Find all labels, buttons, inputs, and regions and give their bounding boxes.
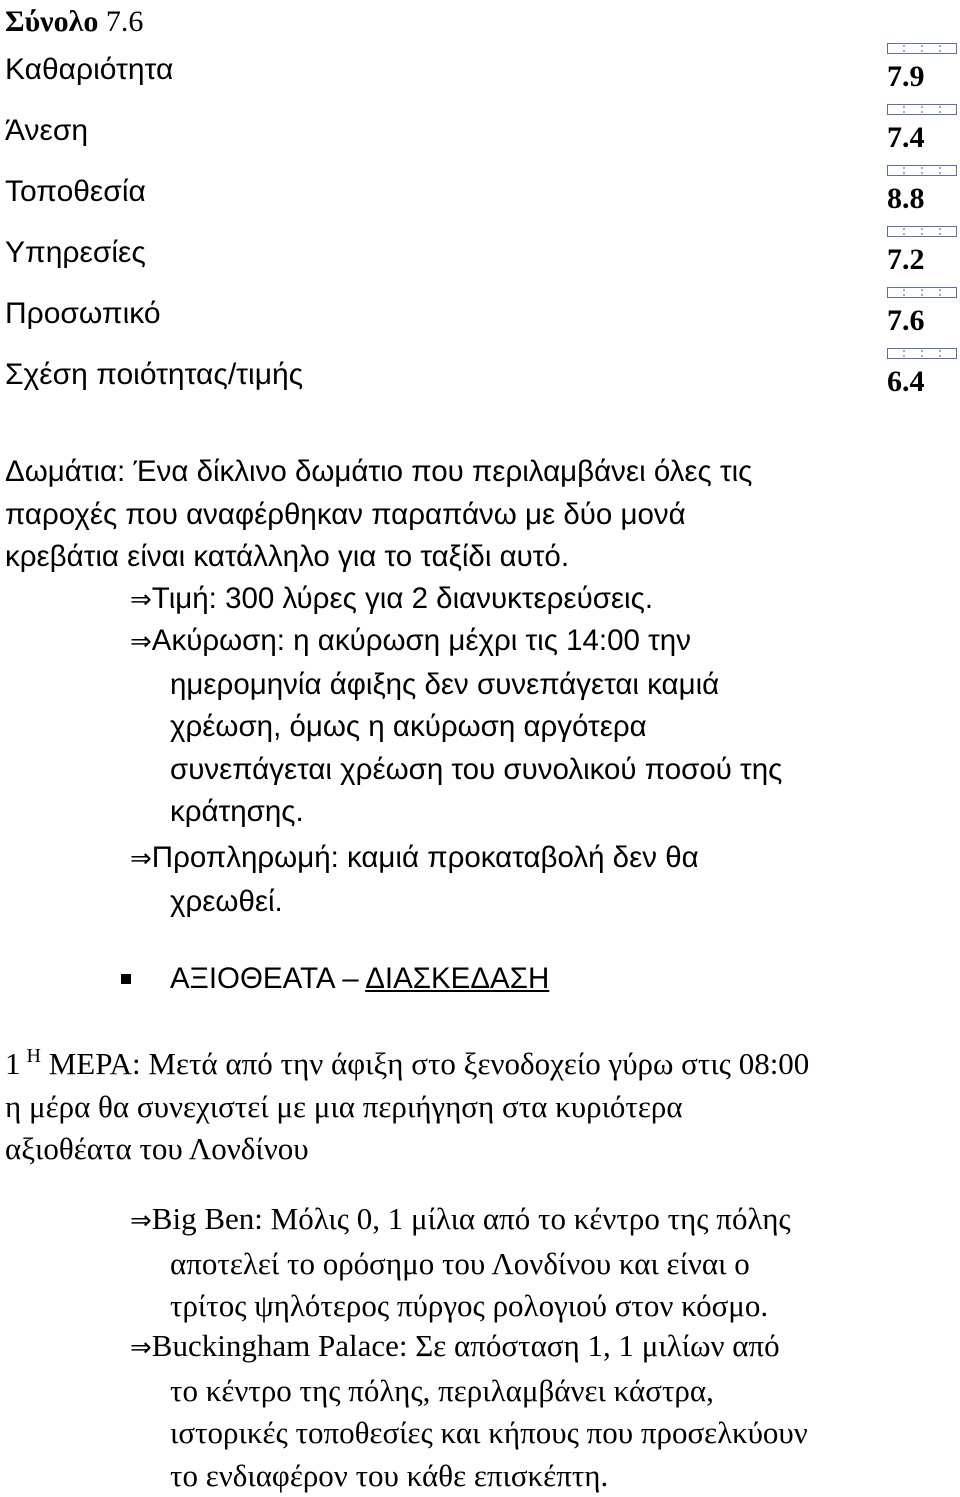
rooms-paragraph: [5, 451, 752, 579]
score-bar-icon: [887, 287, 957, 298]
bullet-cancellation: [130, 620, 782, 834]
day-superscript: Η: [27, 1045, 41, 1067]
rating-score: 7.2: [887, 242, 925, 278]
text-line: τρίτος ψηλότερος πύργος ρολογιού στον κόσμο.: [130, 1285, 791, 1328]
text-line: Ακύρωση: η ακύρωση μέχρι τις 14:00 την: [152, 624, 691, 657]
rating-label-cleanliness: Καθαριότητα: [5, 52, 173, 88]
rating-score: 6.4: [887, 364, 925, 400]
text-line: ημερομηνία άφιξης δεν συνεπάγεται καμιά: [130, 664, 782, 707]
total-value: 7.6: [106, 5, 144, 38]
rating-label-value: Σχέση ποιότητας/τιμής: [5, 357, 303, 393]
bullet-prepayment: [130, 837, 699, 923]
score-bar-icon: [887, 165, 957, 176]
implies-arrow-icon: ⇒: [130, 1333, 152, 1363]
rating-label-staff: Προσωπικό: [5, 296, 161, 332]
implies-arrow-icon: ⇒: [130, 1206, 152, 1236]
implies-arrow-icon: ⇒: [130, 585, 152, 615]
rating-label-comfort: Άνεση: [5, 113, 88, 149]
text-line: ιστορικές τοποθεσίες και κήπους που προσελκύουν: [130, 1412, 808, 1455]
heading-dash: –: [342, 962, 358, 995]
bullet-buckingham-palace: [130, 1325, 808, 1497]
text-line: αξιοθέατα του Λονδίνου: [5, 1128, 809, 1171]
rating-score: 7.6: [887, 303, 925, 339]
score-bar-icon: [887, 226, 957, 237]
score-bar-icon: [887, 348, 957, 359]
text-line: κράτησης.: [130, 791, 782, 834]
implies-arrow-icon: ⇒: [130, 844, 152, 874]
score-bar-icon: [887, 43, 957, 54]
text-line: παροχές που αναφέρθηκαν παραπάνω με δύο μονά: [5, 494, 752, 537]
text-line: το κέντρο της πόλης, περιλαμβάνει κάστρα,: [130, 1370, 808, 1413]
rating-label-facilities: Υπηρεσίες: [5, 235, 146, 271]
bullet-price: [130, 578, 653, 622]
text-line: χρέωση, όμως η ακύρωση αργότερα: [130, 706, 782, 749]
rating-score: 7.4: [887, 120, 925, 156]
text-line: Big Ben: Μόλις 0, 1 μίλια από το κέντρο της πόλης: [152, 1201, 791, 1236]
section-heading: [170, 958, 549, 1001]
text-line: η μέρα θα συνεχιστεί με μια περιήγηση στα κυριότερα: [5, 1086, 809, 1129]
text-line: αποτελεί το ορόσημο του Λονδίνου και είναι ο: [130, 1243, 791, 1286]
rating-label-location: Τοποθεσία: [5, 174, 146, 210]
square-bullet-icon: [121, 974, 131, 984]
text-line: Προπληρωμή: καμιά προκαταβολή δεν θα: [152, 841, 699, 874]
text-line: Τιμή: 300 λύρες για 2 διανυκτερεύσεις.: [152, 582, 653, 615]
day-number: 1: [5, 1046, 21, 1081]
text-line: Δωμάτια: Ένα δίκλινο δωμάτιο που περιλαμβάνει όλες τις: [5, 451, 752, 494]
bullet-big-ben: [130, 1198, 791, 1328]
rating-score: 7.9: [887, 59, 925, 95]
heading-part-sights: ΑΞΙΟΘΕΑΤΑ: [170, 962, 334, 995]
heading-part-entertainment: ΔΙΑΣΚΕΔΑΣΗ: [365, 962, 549, 995]
day1-paragraph: [5, 1035, 809, 1171]
text-line: Buckingham Palace: Σε απόσταση 1, 1 μιλίων από: [152, 1328, 780, 1363]
score-bar-icon: [887, 104, 957, 115]
total-score-header: [5, 4, 143, 40]
text-line: συνεπάγεται χρέωση του συνολικού ποσού της: [130, 749, 782, 792]
text-line: κρεβάτια είναι κατάλληλο για το ταξίδι αυτό.: [5, 536, 752, 579]
rating-score: 8.8: [887, 181, 925, 217]
implies-arrow-icon: ⇒: [130, 627, 152, 657]
text-line: το ενδιαφέρον του κάθε επισκέπτη.: [130, 1455, 808, 1497]
total-label: Σύνολο: [5, 5, 98, 38]
text-line: ΜΕΡΑ: Μετά από την άφιξη στο ξενοδοχείο γύρω στις 08:00: [49, 1046, 810, 1081]
text-line: χρεωθεί.: [130, 881, 699, 924]
